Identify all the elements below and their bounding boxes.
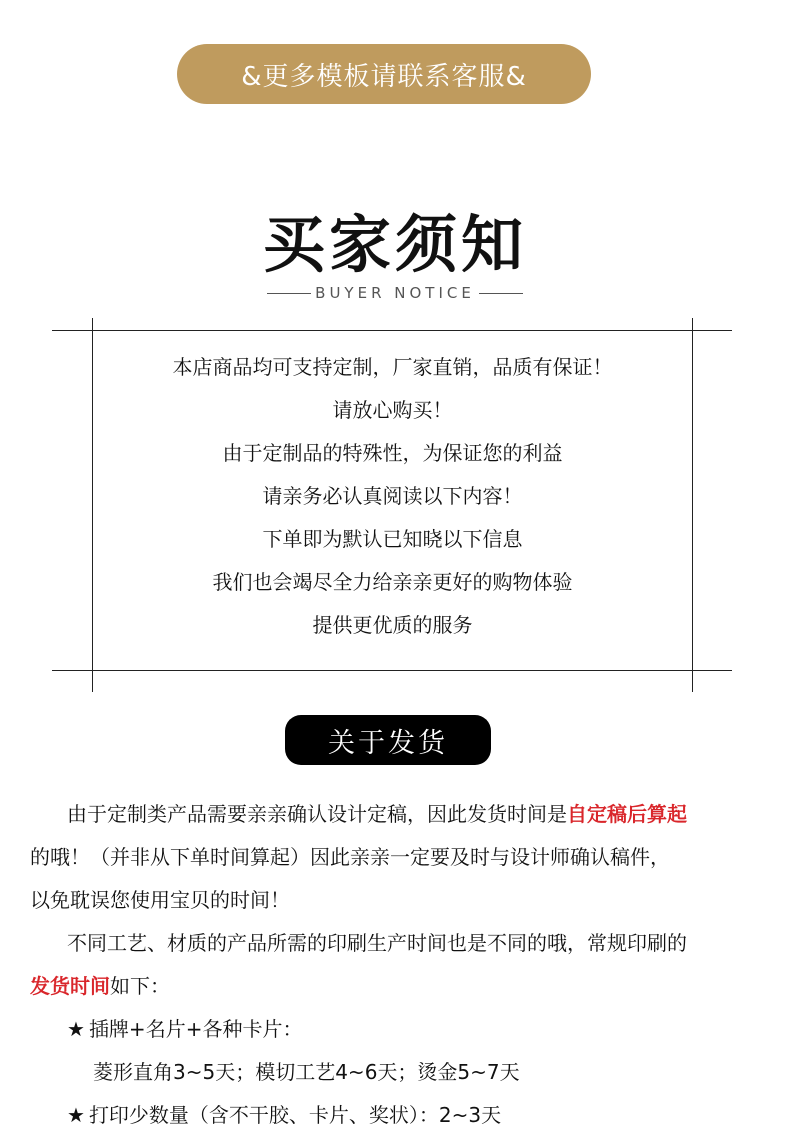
banner-text: &更多模板请联系客服& — [241, 61, 527, 92]
shipping-para2-tail: 如下： — [110, 974, 170, 998]
contact-service-banner — [177, 44, 591, 104]
notice-line: 请放心购买！ — [332, 398, 453, 422]
subtitle-dash-left — [267, 293, 311, 294]
shipping-item-print-label: 打印少数量（含不干胶、卡片、奖状）：2~3天 — [88, 1103, 502, 1127]
subtitle-dash-right — [479, 293, 523, 294]
star-icon: ★ — [67, 1017, 85, 1041]
shipping-highlight-ship-time: 发货时间 — [30, 974, 110, 998]
shipping-para1-text: 由于定制类产品需要亲亲确认设计定稿，因此发货时间是 — [67, 802, 567, 826]
shipping-para1-line1 — [30, 793, 770, 836]
notice-line: 提供更优质的服务 — [312, 613, 473, 637]
shipping-para1-line3: 以免耽误您使用宝贝的时间！ — [30, 888, 290, 912]
notice-line: 由于定制品的特殊性，为保证您的利益 — [222, 441, 563, 465]
frame-bottom-line — [52, 670, 732, 671]
shipping-item-cards-detail: 菱形直角3~5天；模切工艺4~6天；烫金5~7天 — [93, 1060, 520, 1084]
page-title: 买家须知 — [262, 208, 527, 281]
subtitle-text: BUYER NOTICE — [315, 284, 475, 302]
shipping-highlight-after-approval: 自定稿后算起 — [567, 802, 687, 826]
notice-text-block — [93, 346, 692, 647]
shipping-para1-line2: 的哦！（并非从下单时间算起）因此亲亲一定要及时与设计师确认稿件， — [30, 845, 670, 869]
page-subtitle — [0, 284, 790, 302]
frame-right-line — [692, 318, 693, 692]
shipping-body — [30, 793, 770, 1137]
shipping-heading-text: 关于发货 — [328, 727, 448, 759]
star-icon: ★ — [67, 1103, 85, 1127]
notice-line: 请亲务必认真阅读以下内容！ — [262, 484, 523, 508]
frame-top-line — [52, 330, 732, 331]
shipping-item-cards-label: 插牌+名片+各种卡片： — [88, 1017, 303, 1041]
shipping-item-print — [30, 1094, 770, 1137]
shipping-section-heading — [285, 715, 491, 765]
shipping-para2-line1: 不同工艺、材质的产品所需的印刷生产时间也是不同的哦，常规印刷的 — [67, 931, 687, 955]
notice-line: 本店商品均可支持定制，厂家直销，品质有保证！ — [172, 355, 613, 379]
notice-line: 我们也会竭尽全力给亲亲更好的购物体验 — [212, 570, 573, 594]
shipping-item-cards — [30, 1008, 770, 1051]
shipping-para2-line2 — [30, 965, 770, 1008]
notice-line: 下单即为默认已知晓以下信息 — [262, 527, 523, 551]
